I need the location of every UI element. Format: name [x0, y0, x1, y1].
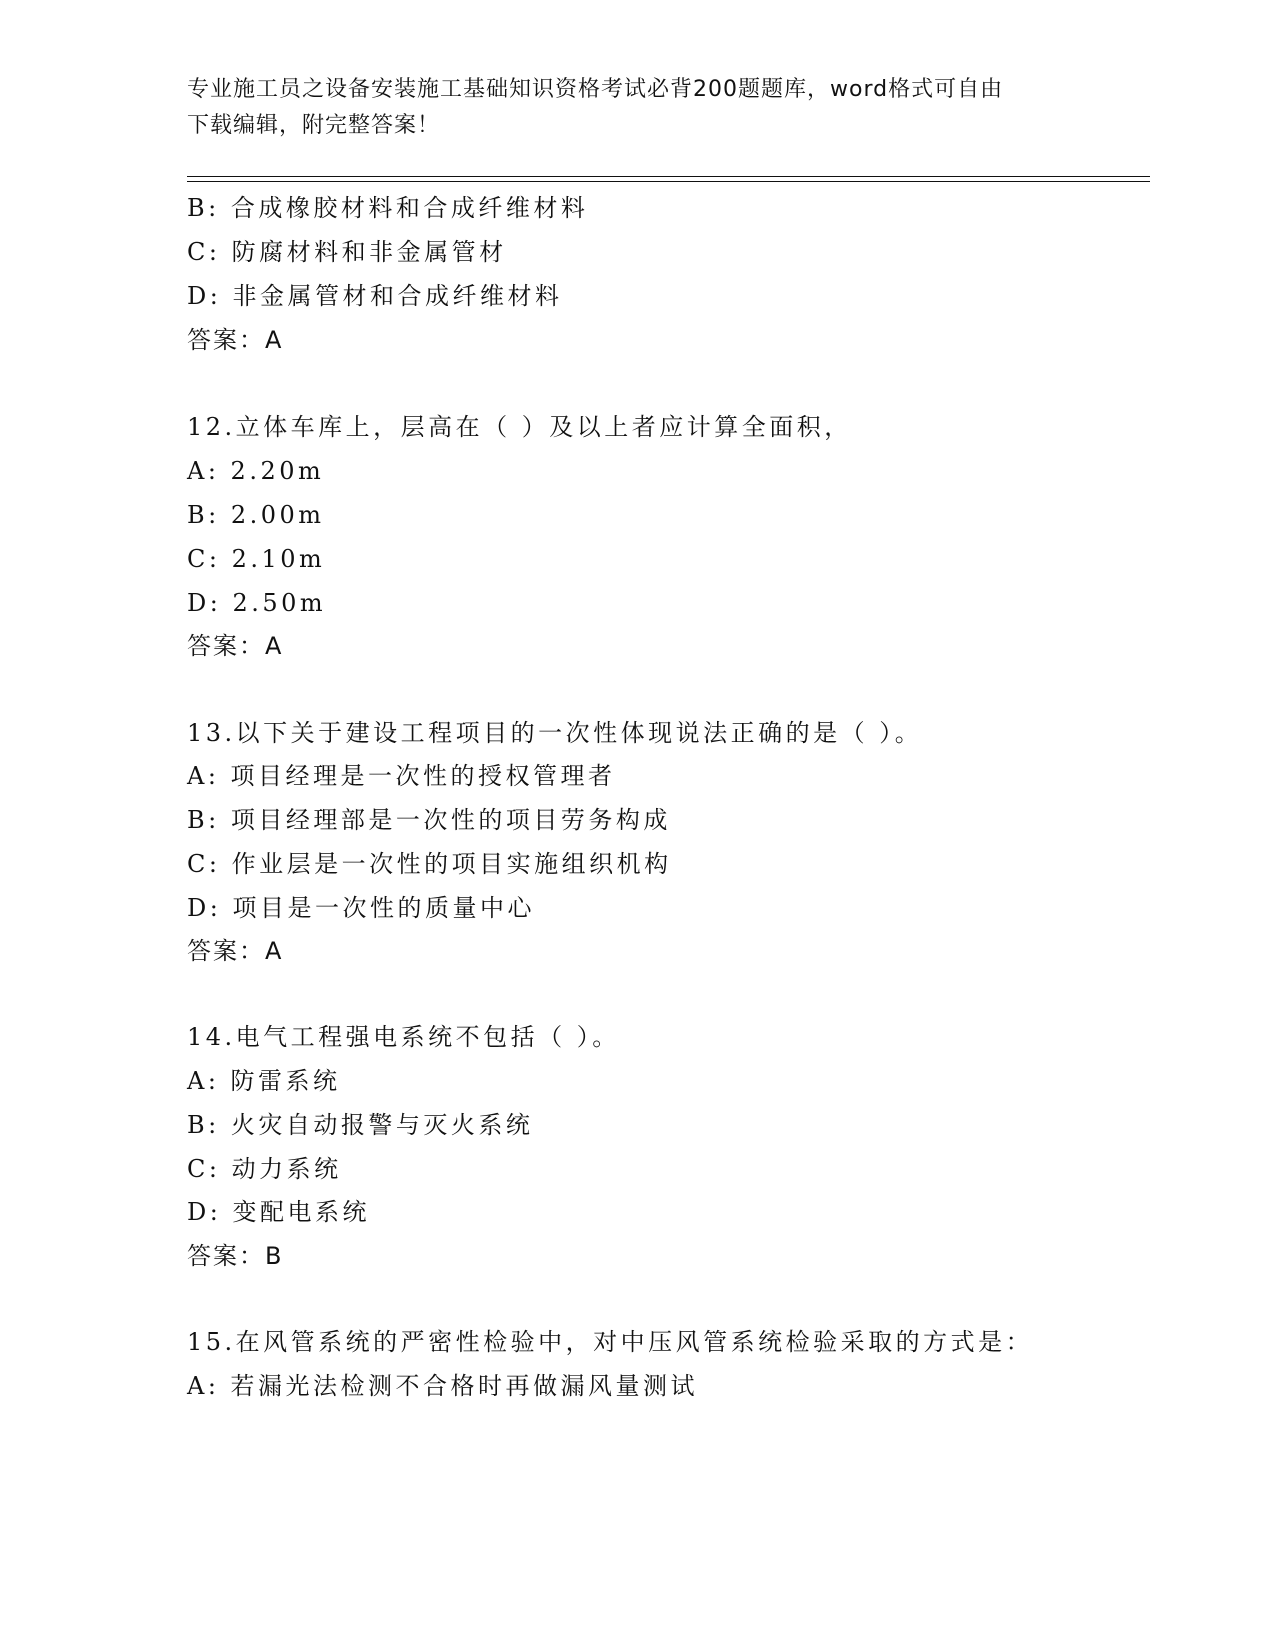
- q12-stem: 12.立体车库上，层高在（ ）及以上者应计算全面积，: [187, 413, 852, 441]
- q11-option-d: D: 非金属管材和合成纤维材料: [187, 282, 563, 310]
- q15-option-a: A: 若漏光法检测不合格时再做漏风量测试: [187, 1372, 699, 1400]
- q13-stem: 13.以下关于建设工程项目的一次性体现说法正确的是（ ）。: [187, 719, 923, 747]
- q15-stem: 15.在风管系统的严密性检验中，对中压风管系统检验采取的方式是：: [187, 1328, 1034, 1356]
- q12-answer: 答案：A: [187, 632, 284, 660]
- q11-answer: 答案：A: [187, 326, 284, 354]
- q14-answer: 答案：B: [187, 1242, 284, 1270]
- header-title-line-2: 下载编辑，附完整答案！: [187, 113, 441, 138]
- q13-option-a: A: 项目经理是一次性的授权管理者: [187, 762, 616, 790]
- q13-option-c: C: 作业层是一次性的项目实施组织机构: [187, 850, 672, 878]
- header-rule-bottom: [187, 181, 1150, 182]
- header-title-line-1: 专业施工员之设备安装施工基础知识资格考试必背200题题库，word格式可自由: [187, 77, 1004, 102]
- q13-option-d: D: 项目是一次性的质量中心: [187, 894, 535, 922]
- document-header: [187, 72, 1087, 144]
- q12-option-b: B: 2.00m: [187, 501, 325, 529]
- q14-stem: 14.电气工程强电系统不包括（ ）。: [187, 1023, 620, 1051]
- q12-option-d: D: 2.50m: [187, 589, 327, 617]
- q14-option-b: B: 火灾自动报警与灭火系统: [187, 1111, 534, 1139]
- q11-option-b: B: 合成橡胶材料和合成纤维材料: [187, 194, 589, 222]
- q12-option-a: A: 2.20m: [187, 457, 325, 485]
- q11-option-c: C: 防腐材料和非金属管材: [187, 238, 507, 266]
- q14-option-d: D: 变配电系统: [187, 1198, 370, 1226]
- q14-option-a: A: 防雷系统: [187, 1067, 341, 1095]
- q13-option-b: B: 项目经理部是一次性的项目劳务构成: [187, 806, 671, 834]
- q12-option-c: C: 2.10m: [187, 545, 326, 573]
- q13-answer: 答案：A: [187, 937, 284, 965]
- header-rule-top: [187, 176, 1150, 177]
- q14-option-c: C: 动力系统: [187, 1155, 342, 1183]
